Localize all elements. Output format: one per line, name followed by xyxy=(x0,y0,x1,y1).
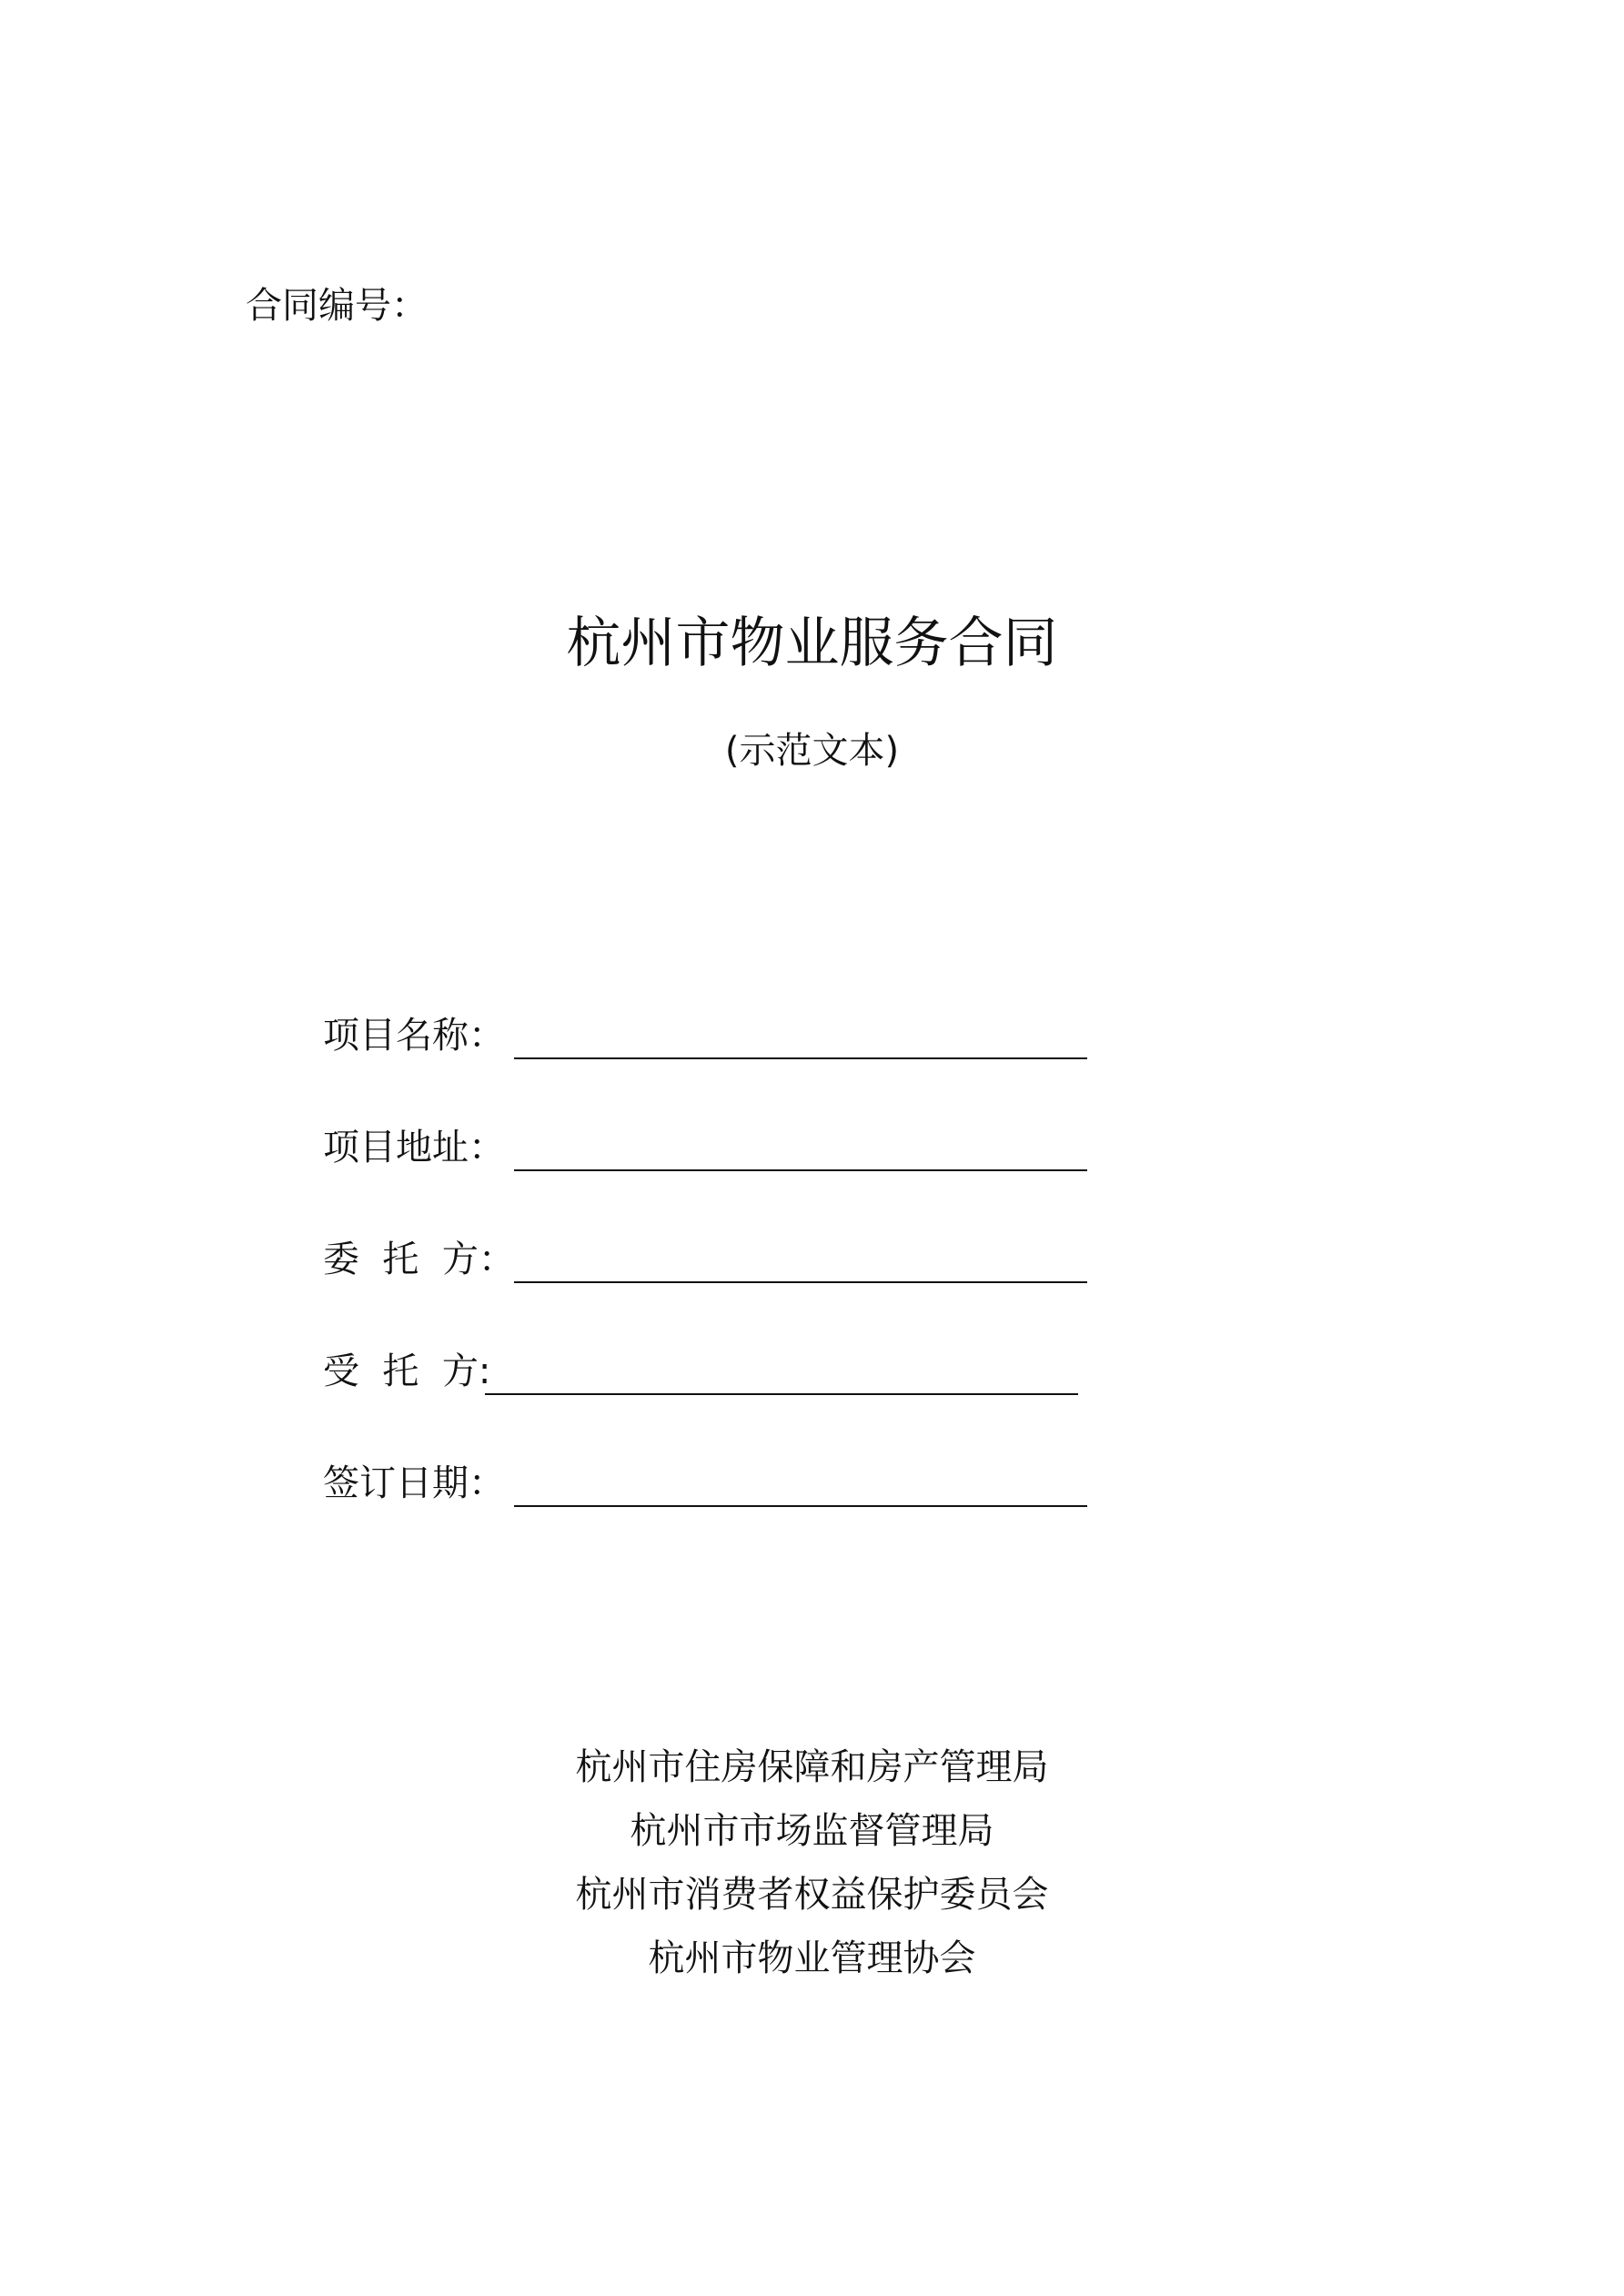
field-label: 项目地址： xyxy=(323,1127,505,1168)
blank-line xyxy=(514,1057,1087,1059)
blank-line xyxy=(514,1505,1087,1507)
blank-line xyxy=(514,1169,1087,1171)
issuer-market-supervision: 杭州市市场监督管理局 xyxy=(630,1810,994,1852)
contract-number-label: 合同编号： xyxy=(246,285,428,327)
issuer-property-association: 杭州市物业管理协会 xyxy=(648,1937,976,1979)
issuing-authorities xyxy=(0,1735,1624,1990)
blank-line xyxy=(485,1393,1078,1395)
document-title: 杭州市物业服务合同 xyxy=(566,612,1058,675)
issuer-consumer-protection: 杭州市消费者权益保护委员会 xyxy=(575,1874,1049,1916)
field-label: 受 托 方: xyxy=(323,1350,491,1392)
document-subtitle: (示范文本) xyxy=(724,730,900,772)
field-label: 委 托 方： xyxy=(323,1239,515,1280)
issuer-housing-bureau: 杭州市住房保障和房产管理局 xyxy=(575,1746,1049,1788)
blank-line xyxy=(514,1281,1087,1283)
field-label: 项目名称： xyxy=(323,1015,505,1057)
field-label: 签订日期： xyxy=(323,1462,505,1504)
